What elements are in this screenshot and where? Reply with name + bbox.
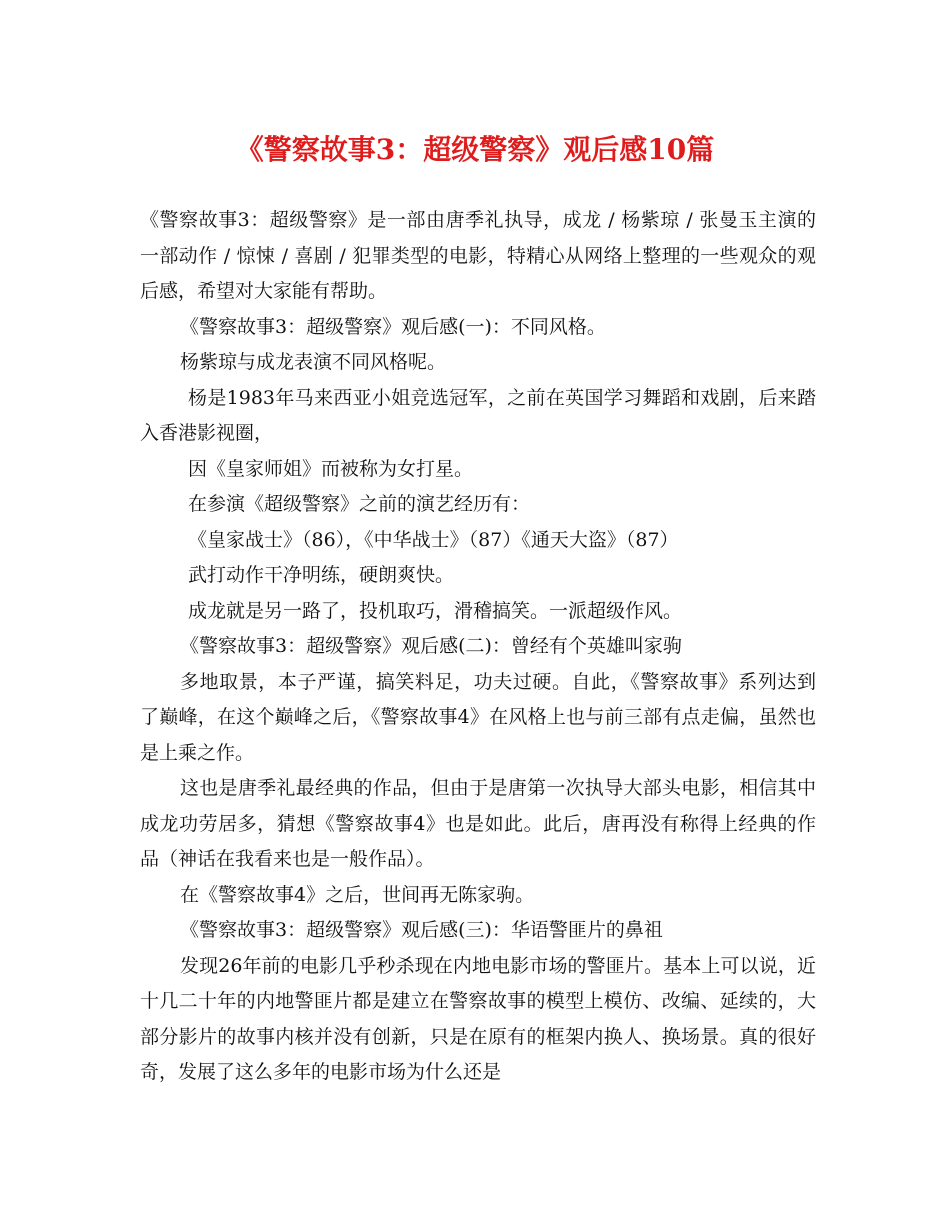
paragraph-review-3-heading: 《警察故事3：超级警察》观后感(三)：华语警匪片的鼻祖 [180, 919, 663, 941]
paragraph: 在参演《超级警察》之前的演艺经历有： [188, 493, 531, 515]
paragraph: 《皇家战士》（86），《中华战士》（87）《通天大盗》（87） [188, 528, 679, 551]
paragraph-intro: 《警察故事3：超级警察》是一部由唐季礼执导，成龙 / 杨紫琼 / 张曼玉主演的一部动作 / 惊悚 / 喜剧 / 犯罪类型的电影，特精心从网络上整理的一些观众的观后感，希望对大家能有帮助。 [140, 209, 816, 302]
document-title: 《警察故事3：超级警察》观后感10篇 [235, 133, 715, 166]
paragraph-review-1-heading: 《警察故事3：超级警察》观后感(一)：不同风格。 [180, 315, 606, 338]
paragraph: 在《警察故事4》之后，世间再无陈家驹。 [180, 883, 535, 906]
paragraph: 发现26年前的电影几乎秒杀现在内地电影市场的警匪片。基本上可以说，近十几二十年的内地警匪片都是建立在警察故事的模型上模仿、改编、延续的，大部分影片的故事内核并没有创新，只是在原有的框架内换人、换场景。真的很好奇，发展了这么多年的电影市场为什么还是 [140, 954, 816, 1083]
paragraph: 杨紫琼与成龙表演不同风格呢。 [180, 351, 447, 373]
paragraph: 武打动作干净明练，硬朗爽快。 [188, 564, 455, 586]
document-body [140, 203, 816, 1091]
paragraph: 成龙就是另一路了，投机取巧，滑稽搞笑。一派超级作风。 [188, 599, 683, 622]
paragraph: 杨是1983年马来西亚小姐竞选冠军，之前在英国学习舞蹈和戏剧，后来踏入香港影视圈， [140, 386, 816, 444]
paragraph: 这也是唐季礼最经典的作品，但由于是唐第一次执导大部头电影，相信其中成龙功劳居多，猜想《警察故事4》也是如此。此后，唐再没有称得上经典的作品（神话在我看来也是一般作品）。 [140, 777, 816, 870]
paragraph: 多地取景，本子严谨，搞笑料足，功夫过硬。自此，《警察故事》系列达到了巅峰，在这个巅峰之后，《警察故事4》在风格上也与前三部有点走偏，虽然也是上乘之作。 [140, 670, 816, 764]
paragraph-review-2-heading: 《警察故事3：超级警察》观后感(二)：曾经有个英雄叫家驹 [180, 635, 682, 657]
paragraph: 因《皇家师姐》而被称为女打星。 [188, 457, 474, 480]
